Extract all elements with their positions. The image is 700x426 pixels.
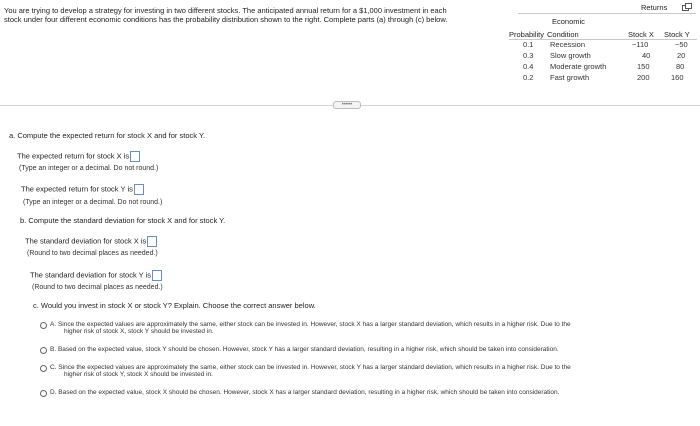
option-b-text[interactable]: B. Based on the expected value, stock Y should be chosen. However, stock Y has a larger standard deviation, resulting in a higher risk, which should be taken into consideration. [50, 346, 559, 353]
problem-intro [4, 6, 499, 24]
row-stock-x: 150 [637, 62, 650, 71]
stock-x-header: Stock X [628, 30, 654, 39]
row-stock-y: 20 [677, 51, 686, 60]
part-a-heading: a. Compute the expected return for stock X and for stock Y. [9, 131, 206, 140]
expand-more-button[interactable]: ••••• [333, 101, 361, 109]
option-c-line-2: higher risk of stock Y, stock X should be invested in. [64, 371, 213, 378]
row-condition: Slow growth [550, 51, 591, 60]
row-stock-y: 160 [671, 73, 684, 82]
expected-return-x-input[interactable] [130, 151, 140, 162]
part-c-heading: c. Would you invest in stock X or stock Y? Explain. Choose the correct answer below. [33, 301, 316, 310]
option-b-radio[interactable] [40, 347, 47, 354]
expected-return-x-label: The expected return for stock X is [17, 151, 130, 161]
std-dev-y-hint: (Round to two decimal places as needed.) [32, 284, 163, 291]
expected-return-x-hint: (Type an integer or a decimal. Do not round.) [19, 165, 159, 172]
intro-line-1: You are trying to develop a strategy for investing in two different stocks. The anticipated annual return for a $1,000 investment in each [4, 6, 447, 15]
row-stock-x: 40 [642, 51, 651, 60]
returns-header: Returns [641, 3, 668, 12]
option-c-text[interactable] [50, 364, 571, 378]
row-probability: 0.2 [523, 73, 534, 82]
condition-header: Condition [547, 30, 579, 39]
row-stock-y: 80 [676, 62, 685, 71]
row-stock-y: −50 [675, 40, 688, 49]
option-a-line-2: higher risk of stock X, stock Y should be invested in. [64, 328, 214, 335]
std-dev-y-row [30, 270, 162, 281]
copy-table-icon[interactable] [682, 3, 693, 12]
probability-header: Probability [509, 30, 545, 39]
option-a-line-1: A. Since the expected values are approximately the same, either stock can be invested in. However, stock X has a larger standard deviation, which results in a higher risk. Due to the [50, 321, 571, 328]
option-c-radio[interactable] [40, 365, 47, 372]
std-dev-x-label: The standard deviation for stock X is [25, 236, 147, 246]
std-dev-x-row [25, 236, 157, 247]
std-dev-x-input[interactable] [147, 236, 157, 247]
row-stock-x: −110 [632, 40, 649, 49]
table-top-rule [518, 13, 696, 14]
expected-return-y-hint: (Type an integer or a decimal. Do not round.) [23, 199, 163, 206]
row-stock-x: 200 [637, 73, 650, 82]
std-dev-y-input[interactable] [152, 270, 162, 281]
economic-header: Economic [552, 17, 585, 26]
row-probability: 0.1 [523, 40, 534, 49]
row-condition: Fast growth [550, 73, 590, 82]
intro-line-2: stock under four different economic conditions has the probability distribution shown to the right. Complete parts (a) through (c) below. [4, 15, 448, 24]
stock-y-header: Stock Y [664, 30, 690, 39]
row-condition: Moderate growth [550, 62, 607, 71]
expected-return-y-row [21, 184, 144, 195]
option-d-radio[interactable] [40, 390, 47, 397]
row-probability: 0.4 [523, 62, 534, 71]
row-condition: Recession [550, 40, 586, 49]
std-dev-y-label: The standard deviation for stock Y is [30, 270, 152, 280]
option-a-text[interactable] [50, 321, 571, 335]
expected-return-y-label: The expected return for stock Y is [21, 184, 133, 194]
expected-return-y-input[interactable] [134, 184, 144, 195]
option-c-line-1: C. Since the expected values are approximately the same, either stock can be invested in. However, stock Y has a larger standard deviation, which results in a higher risk. Due to the [50, 364, 571, 371]
part-b-heading: b. Compute the standard deviation for stock X and for stock Y. [20, 216, 226, 225]
option-a-radio[interactable] [40, 322, 47, 329]
option-d-text[interactable]: D. Based on the expected value, stock X should be chosen. However, stock X has a larger standard deviation, resulting in a higher risk, which should be taken into consideration. [50, 389, 560, 396]
table-header-rule [509, 39, 697, 40]
std-dev-x-hint: (Round to two decimal places as needed.) [27, 250, 158, 257]
expected-return-x-row [17, 151, 140, 162]
row-probability: 0.3 [523, 51, 534, 60]
